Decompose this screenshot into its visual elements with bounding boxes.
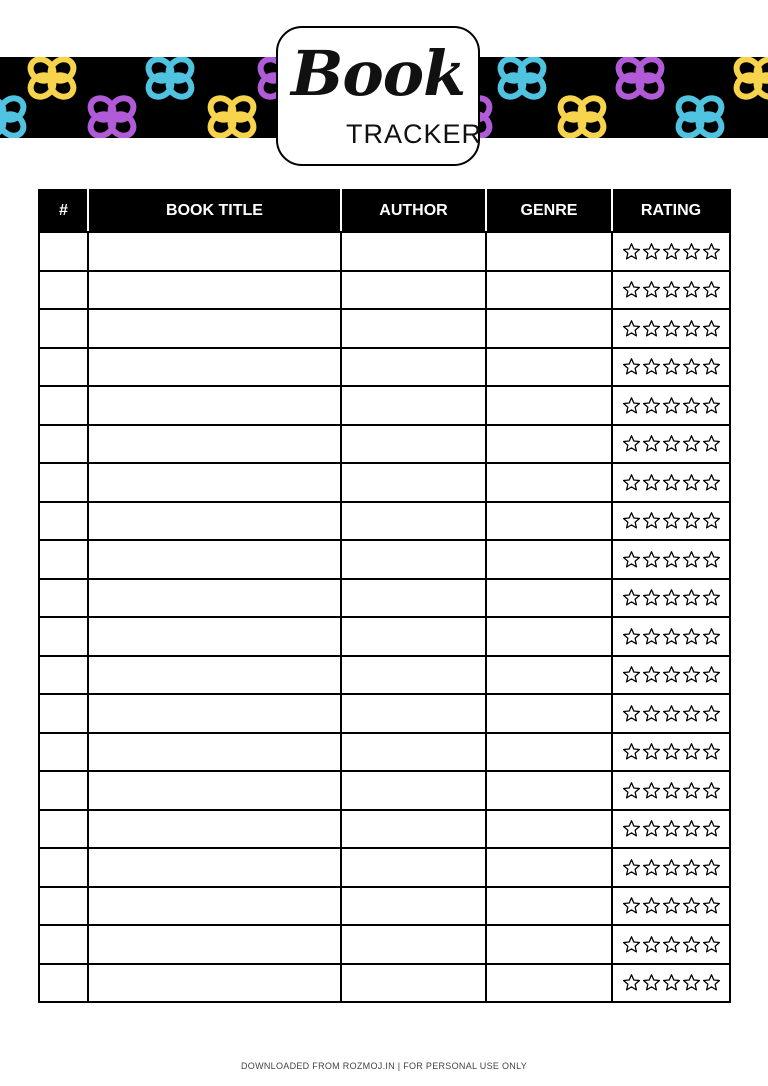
knot-ornament	[496, 57, 547, 101]
star-icon[interactable]	[702, 935, 721, 954]
table-row	[39, 617, 730, 656]
star-icon[interactable]	[682, 781, 701, 800]
genre-cell[interactable]	[486, 579, 612, 618]
table-row	[39, 232, 730, 271]
number-cell[interactable]	[39, 887, 88, 926]
table-row	[39, 964, 730, 1003]
star-icon[interactable]	[702, 280, 721, 299]
table-row	[39, 271, 730, 310]
star-icon[interactable]	[622, 396, 641, 415]
author-cell[interactable]	[341, 386, 486, 425]
rating-cell	[612, 386, 730, 425]
book-title-cell[interactable]	[88, 271, 341, 310]
star-icon[interactable]	[642, 434, 661, 453]
title-badge	[276, 26, 483, 166]
author-cell[interactable]	[341, 232, 486, 271]
rating-cell	[612, 964, 730, 1003]
number-cell[interactable]	[39, 309, 88, 348]
star-icon[interactable]	[642, 858, 661, 877]
number-cell[interactable]	[39, 232, 88, 271]
star-icon[interactable]	[642, 242, 661, 261]
star-icon[interactable]	[642, 896, 661, 915]
star-icon[interactable]	[622, 473, 641, 492]
star-icon[interactable]	[622, 935, 641, 954]
star-icon[interactable]	[642, 280, 661, 299]
genre-cell[interactable]	[486, 309, 612, 348]
star-icon[interactable]	[662, 704, 681, 723]
number-cell[interactable]	[39, 425, 88, 464]
star-icon[interactable]	[682, 550, 701, 569]
star-icon[interactable]	[682, 280, 701, 299]
rating-cell	[612, 617, 730, 656]
book-title-cell[interactable]	[88, 540, 341, 579]
star-icon[interactable]	[702, 627, 721, 646]
author-cell[interactable]	[341, 425, 486, 464]
star-icon[interactable]	[622, 280, 641, 299]
star-icon[interactable]	[662, 896, 681, 915]
genre-cell[interactable]	[486, 848, 612, 887]
star-icon[interactable]	[622, 242, 641, 261]
star-icon[interactable]	[642, 935, 661, 954]
star-icon[interactable]	[702, 858, 721, 877]
number-cell[interactable]	[39, 925, 88, 964]
star-icon[interactable]	[662, 858, 681, 877]
number-cell[interactable]	[39, 540, 88, 579]
genre-cell[interactable]	[486, 386, 612, 425]
author-cell[interactable]	[341, 271, 486, 310]
rating-cell	[612, 232, 730, 271]
book-title-cell[interactable]	[88, 964, 341, 1003]
column-header-author: AUTHOR	[341, 190, 486, 232]
star-icon[interactable]	[622, 781, 641, 800]
star-icon[interactable]	[682, 396, 701, 415]
star-icon[interactable]	[622, 665, 641, 684]
genre-cell[interactable]	[486, 656, 612, 695]
star-icon[interactable]	[662, 973, 681, 992]
knot-ornament	[614, 57, 665, 101]
number-cell[interactable]	[39, 848, 88, 887]
star-icon[interactable]	[622, 896, 641, 915]
star-icon[interactable]	[642, 396, 661, 415]
page-title: Book	[290, 37, 466, 110]
star-icon[interactable]	[702, 588, 721, 607]
star-icon[interactable]	[662, 550, 681, 569]
star-rating	[613, 280, 729, 299]
star-icon[interactable]	[622, 742, 641, 761]
star-rating	[613, 781, 729, 800]
star-rating	[613, 396, 729, 415]
star-icon[interactable]	[662, 511, 681, 530]
author-cell[interactable]	[341, 964, 486, 1003]
genre-cell[interactable]	[486, 348, 612, 387]
rating-cell	[612, 502, 730, 541]
table-row	[39, 810, 730, 849]
star-icon[interactable]	[702, 550, 721, 569]
star-rating	[613, 434, 729, 453]
star-icon[interactable]	[702, 396, 721, 415]
column-header-number: #	[39, 190, 88, 232]
knot-ornament	[0, 94, 28, 138]
book-title-cell[interactable]	[88, 810, 341, 849]
star-icon[interactable]	[622, 627, 641, 646]
table-row	[39, 348, 730, 387]
star-icon[interactable]	[682, 627, 701, 646]
star-icon[interactable]	[662, 319, 681, 338]
star-rating	[613, 665, 729, 684]
number-cell[interactable]	[39, 964, 88, 1003]
genre-cell[interactable]	[486, 694, 612, 733]
star-icon[interactable]	[682, 819, 701, 838]
rating-cell	[612, 925, 730, 964]
star-icon[interactable]	[662, 781, 681, 800]
table-row	[39, 848, 730, 887]
star-icon[interactable]	[642, 781, 661, 800]
book-title-cell[interactable]	[88, 694, 341, 733]
star-icon[interactable]	[622, 319, 641, 338]
genre-cell[interactable]	[486, 232, 612, 271]
book-title-cell[interactable]	[88, 463, 341, 502]
star-icon[interactable]	[642, 357, 661, 376]
genre-cell[interactable]	[486, 733, 612, 772]
star-icon[interactable]	[702, 704, 721, 723]
star-icon[interactable]	[682, 858, 701, 877]
star-rating	[613, 742, 729, 761]
genre-cell[interactable]	[486, 887, 612, 926]
star-icon[interactable]	[622, 858, 641, 877]
knot-ornament	[144, 57, 195, 101]
book-title-cell[interactable]	[88, 656, 341, 695]
table-row	[39, 733, 730, 772]
rating-cell	[612, 733, 730, 772]
table-row	[39, 579, 730, 618]
star-icon[interactable]	[682, 704, 701, 723]
genre-cell[interactable]	[486, 617, 612, 656]
star-icon[interactable]	[642, 511, 661, 530]
table-row	[39, 502, 730, 541]
column-header-book-title: BOOK TITLE	[88, 190, 341, 232]
star-icon[interactable]	[682, 473, 701, 492]
book-title-cell[interactable]	[88, 771, 341, 810]
number-cell[interactable]	[39, 617, 88, 656]
star-icon[interactable]	[642, 973, 661, 992]
genre-cell[interactable]	[486, 502, 612, 541]
knot-ornament	[26, 57, 77, 101]
star-icon[interactable]	[662, 357, 681, 376]
star-icon[interactable]	[622, 588, 641, 607]
star-icon[interactable]	[662, 280, 681, 299]
number-cell[interactable]	[39, 810, 88, 849]
star-rating	[613, 511, 729, 530]
star-rating	[613, 704, 729, 723]
star-icon[interactable]	[682, 896, 701, 915]
star-icon[interactable]	[702, 819, 721, 838]
rating-cell	[612, 540, 730, 579]
author-cell[interactable]	[341, 694, 486, 733]
knot-ornament	[674, 94, 725, 138]
rating-cell	[612, 271, 730, 310]
star-icon[interactable]	[642, 588, 661, 607]
star-icon[interactable]	[682, 665, 701, 684]
column-header-genre: GENRE	[486, 190, 612, 232]
star-icon[interactable]	[622, 973, 641, 992]
genre-cell[interactable]	[486, 964, 612, 1003]
book-tracker-table	[38, 189, 731, 1003]
star-rating	[613, 319, 729, 338]
star-icon[interactable]	[702, 319, 721, 338]
star-icon[interactable]	[682, 742, 701, 761]
star-icon[interactable]	[642, 742, 661, 761]
rating-cell	[612, 309, 730, 348]
star-icon[interactable]	[702, 473, 721, 492]
book-title-cell[interactable]	[88, 733, 341, 772]
star-icon[interactable]	[622, 550, 641, 569]
star-icon[interactable]	[662, 242, 681, 261]
star-icon[interactable]	[682, 935, 701, 954]
genre-cell[interactable]	[486, 463, 612, 502]
column-header-rating: RATING	[612, 190, 730, 232]
star-rating	[613, 935, 729, 954]
book-title-cell[interactable]	[88, 925, 341, 964]
book-title-cell[interactable]	[88, 887, 341, 926]
star-icon[interactable]	[682, 588, 701, 607]
star-icon[interactable]	[662, 473, 681, 492]
star-icon[interactable]	[662, 819, 681, 838]
star-icon[interactable]	[642, 473, 661, 492]
star-icon[interactable]	[702, 242, 721, 261]
star-rating	[613, 242, 729, 261]
star-icon[interactable]	[682, 511, 701, 530]
book-title-cell[interactable]	[88, 425, 341, 464]
author-cell[interactable]	[341, 656, 486, 695]
author-cell[interactable]	[341, 617, 486, 656]
star-rating	[613, 588, 729, 607]
star-icon[interactable]	[662, 935, 681, 954]
book-title-cell[interactable]	[88, 502, 341, 541]
star-rating	[613, 819, 729, 838]
author-cell[interactable]	[341, 309, 486, 348]
star-icon[interactable]	[642, 704, 661, 723]
star-rating	[613, 896, 729, 915]
table-row	[39, 694, 730, 733]
rating-cell	[612, 425, 730, 464]
author-cell[interactable]	[341, 348, 486, 387]
table-body	[39, 232, 730, 1002]
author-cell[interactable]	[341, 810, 486, 849]
rating-cell	[612, 848, 730, 887]
book-title-cell[interactable]	[88, 386, 341, 425]
number-cell[interactable]	[39, 348, 88, 387]
table-row	[39, 540, 730, 579]
star-icon[interactable]	[682, 357, 701, 376]
book-title-cell[interactable]	[88, 232, 341, 271]
book-title-cell[interactable]	[88, 617, 341, 656]
star-icon[interactable]	[622, 434, 641, 453]
star-icon[interactable]	[662, 396, 681, 415]
table-row	[39, 887, 730, 926]
rating-cell	[612, 771, 730, 810]
author-cell[interactable]	[341, 925, 486, 964]
genre-cell[interactable]	[486, 925, 612, 964]
table-row	[39, 425, 730, 464]
knot-ornament	[732, 57, 768, 101]
number-cell[interactable]	[39, 771, 88, 810]
star-icon[interactable]	[642, 550, 661, 569]
star-icon[interactable]	[682, 242, 701, 261]
star-icon[interactable]	[662, 588, 681, 607]
star-icon[interactable]	[702, 742, 721, 761]
star-icon[interactable]	[702, 973, 721, 992]
header-row	[39, 190, 730, 232]
star-icon[interactable]	[702, 781, 721, 800]
page-subtitle: TRACKER	[346, 119, 483, 149]
star-rating	[613, 473, 729, 492]
table-row	[39, 309, 730, 348]
star-rating	[613, 550, 729, 569]
star-icon[interactable]	[622, 511, 641, 530]
book-title-cell[interactable]	[88, 348, 341, 387]
star-icon[interactable]	[682, 973, 701, 992]
author-cell[interactable]	[341, 887, 486, 926]
author-cell[interactable]	[341, 540, 486, 579]
knot-ornament	[556, 94, 607, 138]
book-title-cell[interactable]	[88, 848, 341, 887]
author-cell[interactable]	[341, 502, 486, 541]
star-icon[interactable]	[702, 665, 721, 684]
rating-cell	[612, 463, 730, 502]
star-icon[interactable]	[662, 434, 681, 453]
genre-cell[interactable]	[486, 425, 612, 464]
footer-note: DOWNLOADED FROM ROZMOJ.IN | FOR PERSONAL USE ONLY	[240, 1061, 528, 1071]
star-icon[interactable]	[662, 665, 681, 684]
book-title-cell[interactable]	[88, 579, 341, 618]
star-icon[interactable]	[702, 357, 721, 376]
number-cell[interactable]	[39, 656, 88, 695]
star-icon[interactable]	[702, 511, 721, 530]
number-cell[interactable]	[39, 386, 88, 425]
number-cell[interactable]	[39, 271, 88, 310]
author-cell[interactable]	[341, 463, 486, 502]
author-cell[interactable]	[341, 733, 486, 772]
star-rating	[613, 627, 729, 646]
rating-cell	[612, 694, 730, 733]
knot-ornament	[86, 94, 137, 138]
genre-cell[interactable]	[486, 540, 612, 579]
star-icon[interactable]	[702, 896, 721, 915]
star-icon[interactable]	[622, 819, 641, 838]
number-cell[interactable]	[39, 733, 88, 772]
star-icon[interactable]	[642, 665, 661, 684]
number-cell[interactable]	[39, 502, 88, 541]
table-row	[39, 925, 730, 964]
number-cell[interactable]	[39, 463, 88, 502]
star-icon[interactable]	[622, 704, 641, 723]
book-title-cell[interactable]	[88, 309, 341, 348]
genre-cell[interactable]	[486, 271, 612, 310]
star-icon[interactable]	[662, 742, 681, 761]
table-row	[39, 386, 730, 425]
star-rating	[613, 357, 729, 376]
star-rating	[613, 858, 729, 877]
star-rating	[613, 973, 729, 992]
number-cell[interactable]	[39, 694, 88, 733]
star-icon[interactable]	[642, 319, 661, 338]
rating-cell	[612, 810, 730, 849]
star-icon[interactable]	[702, 434, 721, 453]
rating-cell	[612, 579, 730, 618]
knot-ornament	[206, 94, 257, 138]
table-row	[39, 656, 730, 695]
star-icon[interactable]	[682, 319, 701, 338]
genre-cell[interactable]	[486, 810, 612, 849]
author-cell[interactable]	[341, 771, 486, 810]
table-row	[39, 771, 730, 810]
number-cell[interactable]	[39, 579, 88, 618]
table-row	[39, 463, 730, 502]
rating-cell	[612, 887, 730, 926]
star-icon[interactable]	[642, 627, 661, 646]
star-icon[interactable]	[682, 434, 701, 453]
rating-cell	[612, 656, 730, 695]
star-icon[interactable]	[622, 357, 641, 376]
star-icon[interactable]	[662, 627, 681, 646]
author-cell[interactable]	[341, 579, 486, 618]
author-cell[interactable]	[341, 848, 486, 887]
rating-cell	[612, 348, 730, 387]
genre-cell[interactable]	[486, 771, 612, 810]
star-icon[interactable]	[642, 819, 661, 838]
